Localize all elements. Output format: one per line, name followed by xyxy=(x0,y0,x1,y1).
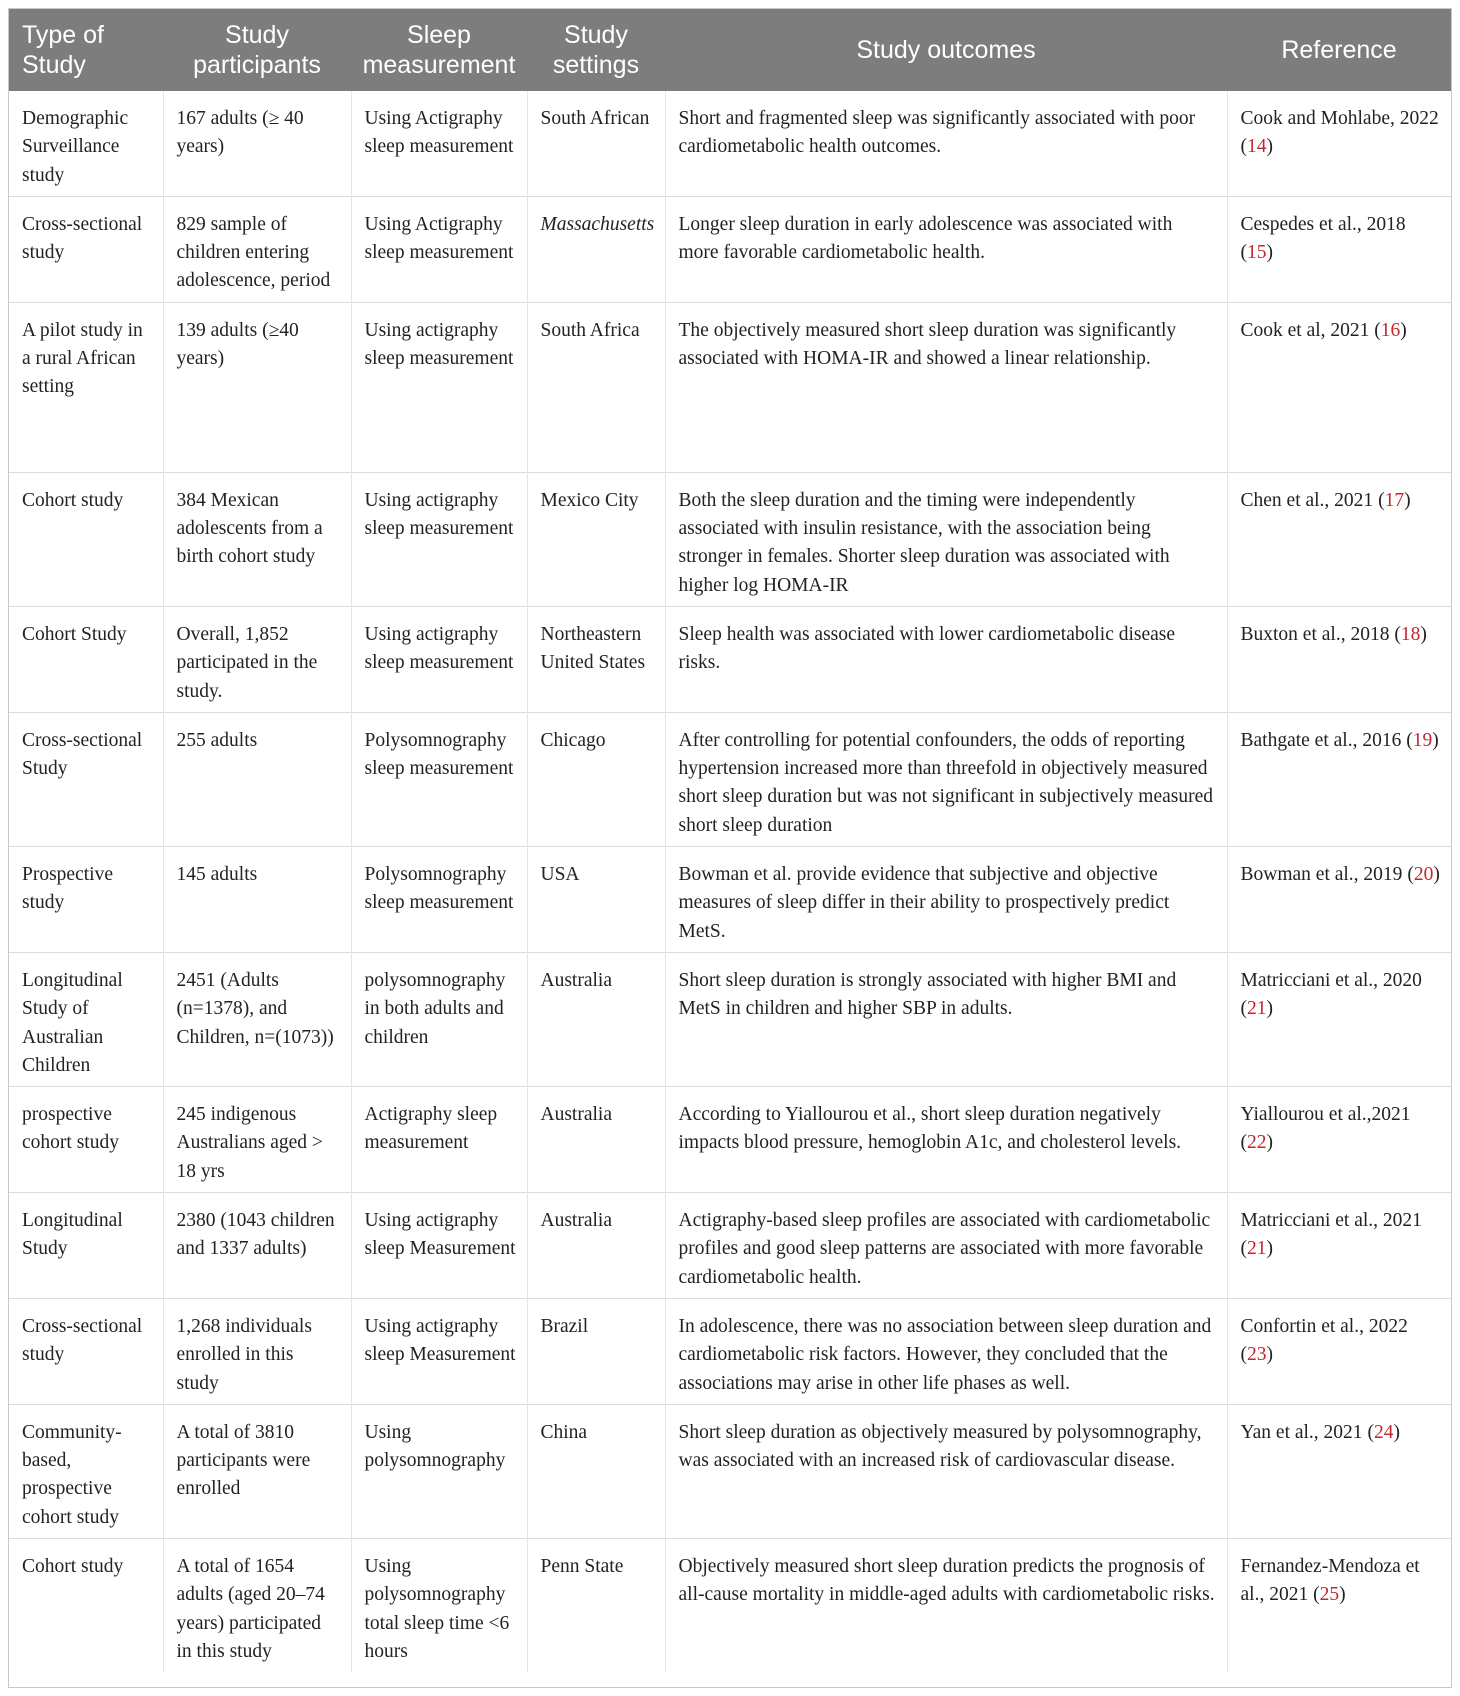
reference-text: Yan et al., 2021 xyxy=(1240,1421,1363,1443)
cell-outcome: Short and fragmented sleep was significantly associated with poor cardiometabolic health outcomes. xyxy=(665,91,1227,196)
cell-outcome: Longer sleep duration in early adolescence was associated with more favorable cardiometabolic health. xyxy=(665,196,1227,302)
cell-type: Cohort Study xyxy=(9,606,163,712)
header-reference: Reference xyxy=(1281,36,1397,64)
cell-participants: 2380 (1043 children and 1337 adults) xyxy=(163,1193,351,1299)
cell-measurement: Using actigraphy sleep measurement xyxy=(351,606,527,712)
header-type: Type of Study xyxy=(22,21,104,79)
cell-measurement: Using polysomnography xyxy=(351,1404,527,1538)
cell-measurement: Using Actigraphy sleep measurement xyxy=(351,196,527,302)
header-outcomes: Study outcomes xyxy=(856,36,1036,64)
cell-setting: China xyxy=(527,1404,665,1538)
reference-text: Cespedes et al., 2018 xyxy=(1240,213,1406,235)
cell-setting: Mexico City xyxy=(527,472,665,606)
table-header xyxy=(9,9,1451,91)
cell-measurement: Using actigraphy sleep Measurement xyxy=(351,1193,527,1299)
cell-reference: Buxton et al., 2018 (18) xyxy=(1240,623,1427,645)
table-row xyxy=(9,1193,1451,1299)
cell-reference: Confortin et al., 2022 (23) xyxy=(1240,1315,1408,1366)
cell-participants: 145 adults xyxy=(163,847,351,953)
reference-link[interactable]: 19 xyxy=(1412,729,1433,751)
cell-reference: Yiallourou et al.,2021 (22) xyxy=(1240,1104,1411,1154)
table-row xyxy=(9,847,1451,953)
cell-outcome: The objectively measured short sleep duration was significantly associated with HOMA-IR and showed a linear relationship. xyxy=(665,302,1227,472)
table-row xyxy=(9,1298,1451,1404)
reference-text: Yiallourou et al.,2021 xyxy=(1240,1104,1411,1126)
cell-type: A pilot study in a rural African setting xyxy=(9,302,163,472)
reference-link[interactable]: 15 xyxy=(1247,242,1267,264)
cell-measurement: Polysomnography sleep measurement xyxy=(351,847,527,953)
cell-type: Longitudinal Study xyxy=(9,1193,163,1299)
cell-setting: South Africa xyxy=(527,302,665,472)
table-body xyxy=(9,91,1451,1672)
reference-link[interactable]: 16 xyxy=(1380,319,1401,341)
header-settings: Study settings xyxy=(552,21,640,79)
cell-type: Prospective study xyxy=(9,847,163,953)
cell-outcome: In adolescence, there was no association between sleep duration and cardiometabolic risk factors. However, they concluded that the associations may arise in other life phases as well. xyxy=(665,1298,1227,1404)
cell-outcome: Objectively measured short sleep duration predicts the prognosis of all-cause mortality in middle-aged adults with cardiometabolic risks. xyxy=(665,1538,1227,1672)
table-row xyxy=(9,952,1451,1086)
cell-setting: Chicago xyxy=(527,712,665,846)
cell-participants: 139 adults (≥40 years) xyxy=(163,302,351,472)
cell-type: Cross-sectional Study xyxy=(9,712,163,846)
reference-text: Cook and Mohlabe, 2022 xyxy=(1240,108,1439,129)
reference-text: Chen et al., 2021 xyxy=(1240,489,1374,511)
cell-measurement: Polysomnography sleep measurement xyxy=(351,712,527,846)
studies-table-frame xyxy=(8,8,1452,1688)
cell-outcome: Sleep health was associated with lower cardiometabolic disease risks. xyxy=(665,606,1227,712)
cell-outcome: According to Yiallourou et al., short sleep duration negatively impacts blood pressure, hemoglobin A1c, and cholesterol levels. xyxy=(665,1087,1227,1193)
cell-outcome: Both the sleep duration and the timing were independently associated with insulin resistance, with the association being stronger in females. Shorter sleep duration was associated with higher log HOMA-IR xyxy=(665,472,1227,606)
cell-reference: Yan et al., 2021 (24) xyxy=(1240,1421,1400,1443)
cell-outcome: After controlling for potential confounders, the odds of reporting hypertension increased more than threefold in objectively measured short sleep duration but was not significant in subjectively measured short sleep duration xyxy=(665,712,1227,846)
reference-text: Matricciani et al., 2020 xyxy=(1240,969,1422,991)
reference-text: Buxton et al., 2018 xyxy=(1240,623,1390,645)
cell-outcome: Actigraphy-based sleep profiles are associated with cardiometabolic profiles and good sleep patterns are associated with more favorable cardiometabolic health. xyxy=(665,1193,1227,1299)
cell-reference: Cespedes et al., 2018 (15) xyxy=(1240,213,1406,264)
studies-table xyxy=(9,9,1451,1672)
cell-setting: Brazil xyxy=(527,1298,665,1404)
cell-reference: Fernandez-Mendoza et al., 2021 (25) xyxy=(1240,1555,1420,1606)
cell-participants: 384 Mexican adolescents from a birth cohort study xyxy=(163,472,351,606)
cell-setting: Penn State xyxy=(527,1538,665,1672)
cell-reference: Bowman et al., 2019 (20) xyxy=(1240,864,1440,886)
reference-text: Cook et al, 2021 xyxy=(1240,319,1370,341)
cell-type: Cross-sectional study xyxy=(9,1298,163,1404)
reference-link[interactable]: 25 xyxy=(1319,1584,1340,1606)
reference-link[interactable]: 14 xyxy=(1247,136,1267,158)
reference-link[interactable]: 23 xyxy=(1247,1344,1267,1366)
table-row xyxy=(9,91,1451,196)
reference-link[interactable]: 21 xyxy=(1247,1238,1267,1260)
cell-measurement: Actigraphy sleep measurement xyxy=(351,1087,527,1193)
reference-text: Bowman et al., 2019 xyxy=(1240,864,1403,886)
table-row xyxy=(9,196,1451,302)
cell-setting: Northeastern United States xyxy=(527,606,665,712)
header-row xyxy=(9,9,1451,91)
cell-measurement: Using actigraphy sleep Measurement xyxy=(351,1298,527,1404)
cell-participants: 255 adults xyxy=(163,712,351,846)
cell-setting: Australia xyxy=(527,952,665,1086)
reference-link[interactable]: 21 xyxy=(1247,998,1267,1020)
cell-measurement: polysomnography in both adults and children xyxy=(351,952,527,1086)
cell-reference: Bathgate et al., 2016 (19) xyxy=(1240,729,1439,751)
cell-type: Cohort study xyxy=(9,1538,163,1672)
reference-link[interactable]: 20 xyxy=(1413,864,1434,886)
cell-outcome: Short sleep duration is strongly associated with higher BMI and MetS in children and higher SBP in adults. xyxy=(665,952,1227,1086)
cell-participants: 1,268 individuals enrolled in this study xyxy=(163,1298,351,1404)
cell-participants: 829 sample of children entering adolescence, period xyxy=(163,196,351,302)
cell-reference: Matricciani et al., 2020 (21) xyxy=(1240,969,1422,1020)
cell-participants: A total of 1654 adults (aged 20–74 years) participated in this study xyxy=(163,1538,351,1672)
table-row xyxy=(9,1538,1451,1672)
table-row xyxy=(9,712,1451,846)
reference-text: Matricciani et al., 2021 xyxy=(1240,1210,1422,1232)
cell-reference: Matricciani et al., 2021 (21) xyxy=(1240,1210,1422,1260)
cell-type: prospective cohort study xyxy=(9,1087,163,1193)
table-row xyxy=(9,1404,1451,1538)
reference-text: Confortin et al., 2022 xyxy=(1240,1315,1408,1337)
reference-link[interactable]: 18 xyxy=(1400,623,1421,645)
cell-participants: 2451 (Adults (n=1378), and Children, n=(1073)) xyxy=(163,952,351,1086)
cell-type: Cross-sectional study xyxy=(9,196,163,302)
cell-measurement: Using Actigraphy sleep measurement xyxy=(351,91,527,196)
table-row xyxy=(9,606,1451,712)
cell-setting: Australia xyxy=(527,1087,665,1193)
cell-outcome: Short sleep duration as objectively measured by polysomnography, was associated with an increased risk of cardiovascular disease. xyxy=(665,1404,1227,1538)
reference-link[interactable]: 24 xyxy=(1373,1421,1394,1443)
cell-setting: South African xyxy=(527,91,665,196)
header-participants: Study participants xyxy=(193,21,321,79)
reference-text: Bathgate et al., 2016 xyxy=(1240,729,1402,751)
cell-setting: Massachusetts xyxy=(527,196,665,302)
table-row xyxy=(9,472,1451,606)
cell-type: Community-based, prospective cohort study xyxy=(9,1404,163,1538)
cell-reference: Cook and Mohlabe, 2022 (14) xyxy=(1240,108,1439,158)
table-row xyxy=(9,302,1451,472)
cell-participants: A total of 3810 participants were enrolled xyxy=(163,1404,351,1538)
reference-link[interactable]: 22 xyxy=(1247,1132,1267,1154)
cell-setting: USA xyxy=(527,847,665,953)
cell-measurement: Using actigraphy sleep measurement xyxy=(351,472,527,606)
table-row xyxy=(9,1087,1451,1193)
reference-link[interactable]: 17 xyxy=(1384,489,1405,511)
cell-outcome: Bowman et al. provide evidence that subjective and objective measures of sleep differ in their ability to prospectively predict MetS. xyxy=(665,847,1227,953)
cell-participants: 167 adults (≥ 40 years) xyxy=(163,91,351,196)
cell-type: Demographic Surveillance study xyxy=(9,91,163,196)
reference-text: Fernandez-Mendoza et al., 2021 xyxy=(1240,1555,1420,1606)
cell-reference: Cook et al, 2021 (16) xyxy=(1240,319,1407,341)
cell-type: Longitudinal Study of Australian Children xyxy=(9,952,163,1086)
cell-type: Cohort study xyxy=(9,472,163,606)
cell-measurement: Using actigraphy sleep measurement xyxy=(351,302,527,472)
header-measurement: Sleep measurement xyxy=(362,21,516,79)
cell-participants: 245 indigenous Australians aged > 18 yrs xyxy=(163,1087,351,1193)
cell-measurement: Using polysomnography total sleep time <6 hours xyxy=(351,1538,527,1672)
cell-participants: Overall, 1,852 participated in the study. xyxy=(163,606,351,712)
cell-reference: Chen et al., 2021 (17) xyxy=(1240,489,1411,511)
cell-setting: Australia xyxy=(527,1193,665,1299)
